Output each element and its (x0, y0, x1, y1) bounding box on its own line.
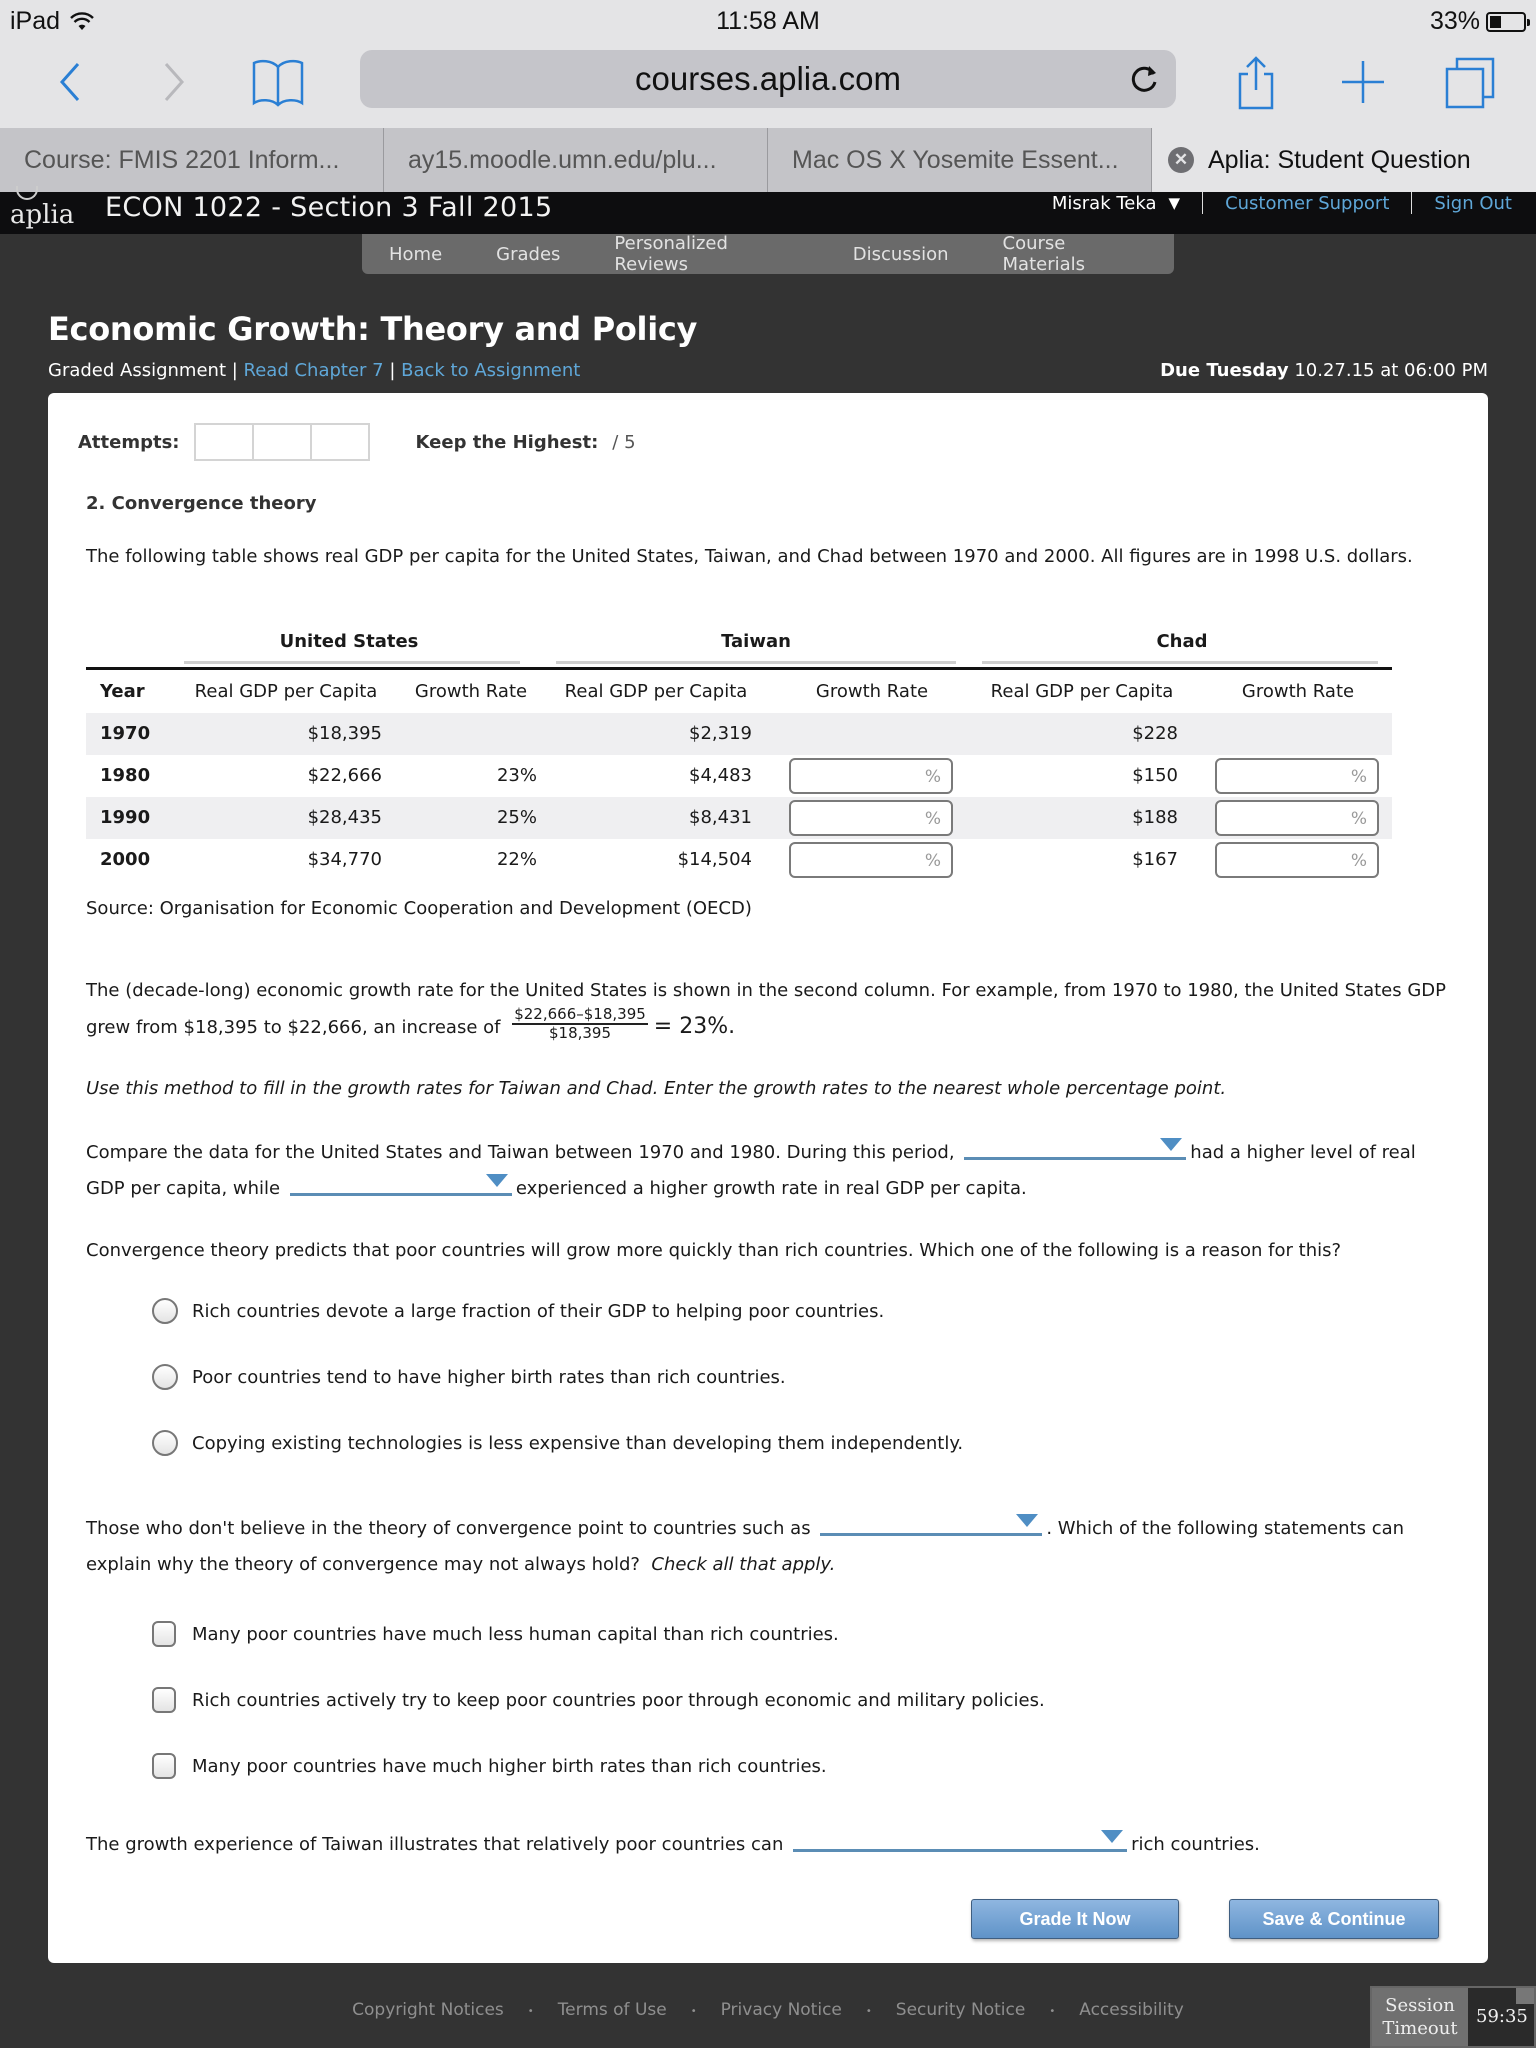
nav-personalized-reviews[interactable]: Personalized Reviews (614, 233, 728, 275)
main-nav (362, 234, 1174, 274)
browser-tab-active[interactable]: ✕ Aplia: Student Question (1152, 128, 1536, 192)
taiwan-growth-2000-input[interactable]: % (789, 842, 953, 878)
sign-out-link[interactable]: Sign Out (1434, 192, 1512, 214)
security-link[interactable]: Security Notice (895, 2000, 1026, 2020)
nav-grades[interactable]: Grades (496, 243, 561, 265)
checkbox[interactable] (152, 1753, 176, 1779)
dropdown-arrow-icon (1160, 1138, 1182, 1151)
dropdown-arrow-icon (1101, 1830, 1123, 1843)
radio-button[interactable] (152, 1430, 178, 1456)
customer-support-link[interactable]: Customer Support (1225, 192, 1390, 214)
battery-icon (1486, 12, 1526, 32)
table-header-row: Year Real GDP per Capita Growth Rate Real GDP per Capita Growth Rate Real GDP per Capita Growth Rate (100, 681, 1355, 702)
radio-option[interactable]: Rich countries devote a large fraction of their GDP to helping poor countries. (152, 1298, 884, 1324)
nav-home[interactable]: Home (389, 243, 443, 265)
privacy-link[interactable]: Privacy Notice (720, 2000, 842, 2020)
browser-toolbar (0, 42, 1536, 128)
user-menu[interactable]: Misrak Teka (1051, 192, 1157, 214)
grade-it-now-button[interactable]: Grade It Now (971, 1899, 1179, 1939)
session-timer: 59:35 (1476, 2006, 1528, 2027)
caret-down-icon[interactable]: ▼ (1168, 194, 1181, 212)
chad-growth-2000-input[interactable]: % (1215, 842, 1379, 878)
taiwan-question: The growth experience of Taiwan illustrates that relatively poor countries can rich countries. (86, 1827, 1260, 1863)
instruction-text: Use this method to fill in the growth rates for Taiwan and Chad. Enter the growth rates to the nearest whole percentage point. (86, 1078, 1227, 1099)
taiwan-growth-1990-input[interactable]: % (789, 800, 953, 836)
checkbox[interactable] (152, 1621, 176, 1647)
growth-fraction: $\frac{\$22,666-\$18,395}{\$18,395}$ (514, 1005, 646, 1042)
radio-option[interactable]: Copying existing technologies is less expensive than developing them independently. (152, 1430, 963, 1456)
radio-button[interactable] (152, 1298, 178, 1324)
browser-tabs (0, 128, 1536, 192)
checkbox-option[interactable]: Many poor countries have much less human capital than rich countries. (152, 1621, 839, 1647)
higher-growth-dropdown[interactable] (290, 1170, 512, 1196)
question-title: 2. Convergence theory (86, 493, 317, 514)
taiwan-growth-1980-input[interactable]: % (789, 758, 953, 794)
radio-option[interactable]: Poor countries tend to have higher birth rates than rich countries. (152, 1364, 786, 1390)
forward-button[interactable] (144, 52, 204, 112)
keep-highest-value: / 5 (612, 431, 636, 453)
chevron-left-icon (58, 62, 82, 102)
checkbox-option[interactable]: Many poor countries have much higher birth rates than rich countries. (152, 1753, 827, 1779)
save-continue-button[interactable]: Save & Continue (1229, 1899, 1439, 1939)
share-button[interactable] (1226, 52, 1286, 112)
dropdown-arrow-icon (1016, 1514, 1038, 1527)
country-header-us: United States (279, 631, 419, 652)
nav-course-materials[interactable]: Course Materials (1002, 233, 1086, 275)
read-chapter-link[interactable]: Read Chapter 7 (243, 360, 384, 381)
back-button[interactable] (40, 52, 100, 112)
course-title: ECON 1022 - Section 3 Fall 2015 (105, 192, 553, 223)
divider (1202, 192, 1203, 214)
source-text: Source: Organisation for Economic Cooperation and Development (OECD) (86, 898, 752, 919)
user-links (1052, 192, 1512, 214)
new-tab-button[interactable] (1333, 52, 1393, 112)
intro-text: The following table shows real GDP per capita for the United States, Taiwan, and Chad between 1970 and 2000. All figures are in 1998 U.S. dollars. (86, 546, 1413, 567)
example-text: The (decade-long) economic growth rate for the United States is shown in the second column. For example, from 1970 to 1980, the United States GDP grew from $18,395 to $22,666, an increase of $\frac{\$22,666-\$18,395}{\$18,395}$ = 23%. (86, 980, 1447, 1042)
table-row: 1970 $18,395 $2,319 $228 (86, 713, 1392, 755)
aplia-logo[interactable]: aplia (10, 186, 74, 228)
session-timeout-widget (1370, 1986, 1536, 2048)
accessibility-link[interactable]: Accessibility (1079, 2000, 1184, 2020)
nav-discussion[interactable]: Discussion (852, 243, 949, 265)
table-row: 2000 $34,770 22% $14,504 % $167 % (86, 839, 1392, 881)
ios-status-bar (0, 0, 1536, 42)
assignment-breadcrumb: Graded Assignment | Read Chapter 7 | Back to Assignment (48, 360, 581, 381)
country-header-taiwan: Taiwan (721, 631, 791, 652)
address-bar[interactable] (360, 50, 1176, 108)
attempt-box (310, 423, 370, 461)
minimize-icon[interactable] (1516, 1988, 1534, 2004)
higher-level-dropdown[interactable] (964, 1134, 1186, 1160)
logo-mark-icon (16, 186, 38, 200)
checkbox-option[interactable]: Rich countries actively try to keep poor countries poor through economic and military policies. (152, 1687, 1045, 1713)
terms-link[interactable]: Terms of Use (557, 2000, 667, 2020)
device-label: iPad (10, 7, 61, 35)
attempts-row (78, 423, 636, 461)
table-rule (86, 667, 1392, 670)
tabs-overview-button[interactable] (1440, 52, 1500, 112)
attempt-box (252, 423, 312, 461)
keep-highest-label: Keep the Highest: (415, 431, 599, 453)
reload-icon[interactable] (1128, 62, 1162, 96)
clock: 11:58 AM (716, 7, 820, 35)
share-icon (1234, 54, 1278, 110)
table-row: 1990 $28,435 25% $8,431 % $188 % (86, 797, 1392, 839)
browser-tab[interactable]: Course: FMIS 2201 Inform... (0, 128, 384, 192)
attempts-label: Attempts: (78, 431, 180, 453)
browser-tab[interactable]: Mac OS X Yosemite Essent... (768, 128, 1152, 192)
taiwan-dropdown[interactable] (793, 1826, 1127, 1852)
browser-tab[interactable]: ay15.moodle.umn.edu/plu... (384, 128, 768, 192)
copyright-link[interactable]: Copyright Notices (352, 2000, 504, 2020)
radio-button[interactable] (152, 1364, 178, 1390)
question-card (48, 393, 1488, 1963)
book-icon (250, 57, 306, 107)
convergence-question: Convergence theory predicts that poor countries will grow more quickly than rich countries. Which one of the following is a reason for this? (86, 1240, 1342, 1261)
page-title: Economic Growth: Theory and Policy (48, 310, 698, 348)
tabs-icon (1443, 55, 1497, 109)
checkbox[interactable] (152, 1687, 176, 1713)
footer-links: Copyright Notices • Terms of Use • Privacy Notice • Security Notice • Accessibility (0, 2000, 1536, 2024)
close-tab-icon[interactable]: ✕ (1168, 147, 1194, 173)
url-text: courses.aplia.com (635, 60, 901, 97)
skeptic-question: Those who don't believe in the theory of convergence point to countries such as . Which of the following statements can explain why the theory of convergence may not always hold? Check all that apply. (86, 1511, 1404, 1583)
bookmarks-button[interactable] (248, 52, 308, 112)
due-date: Due Tuesday 10.27.15 at 06:00 PM (1160, 360, 1488, 381)
dropdown-arrow-icon (486, 1174, 508, 1187)
chad-growth-1980-input[interactable]: % (1215, 758, 1379, 794)
battery-percent: 33% (1429, 7, 1480, 35)
table-row: 1980 $22,666 23% $4,483 % $150 % (86, 755, 1392, 797)
chevron-right-icon (162, 62, 186, 102)
gdp-table (86, 631, 1392, 871)
chad-growth-1990-input[interactable]: % (1215, 800, 1379, 836)
countries-dropdown[interactable] (820, 1510, 1042, 1536)
compare-question: Compare the data for the United States and Taiwan between 1970 and 1980. During this period, had a higher level of real GDP per capita, while experienced a higher growth rate in real GDP per capita. (86, 1135, 1416, 1207)
plus-icon (1340, 59, 1386, 105)
aplia-header (0, 192, 1536, 234)
attempt-box (194, 423, 254, 461)
graded-assignment-label: Graded Assignment (48, 360, 227, 381)
session-timeout-label: Session Timeout (1372, 1988, 1468, 2046)
back-to-assignment-link[interactable]: Back to Assignment (401, 360, 581, 381)
country-header-chad: Chad (1156, 631, 1208, 652)
divider (1411, 192, 1412, 214)
